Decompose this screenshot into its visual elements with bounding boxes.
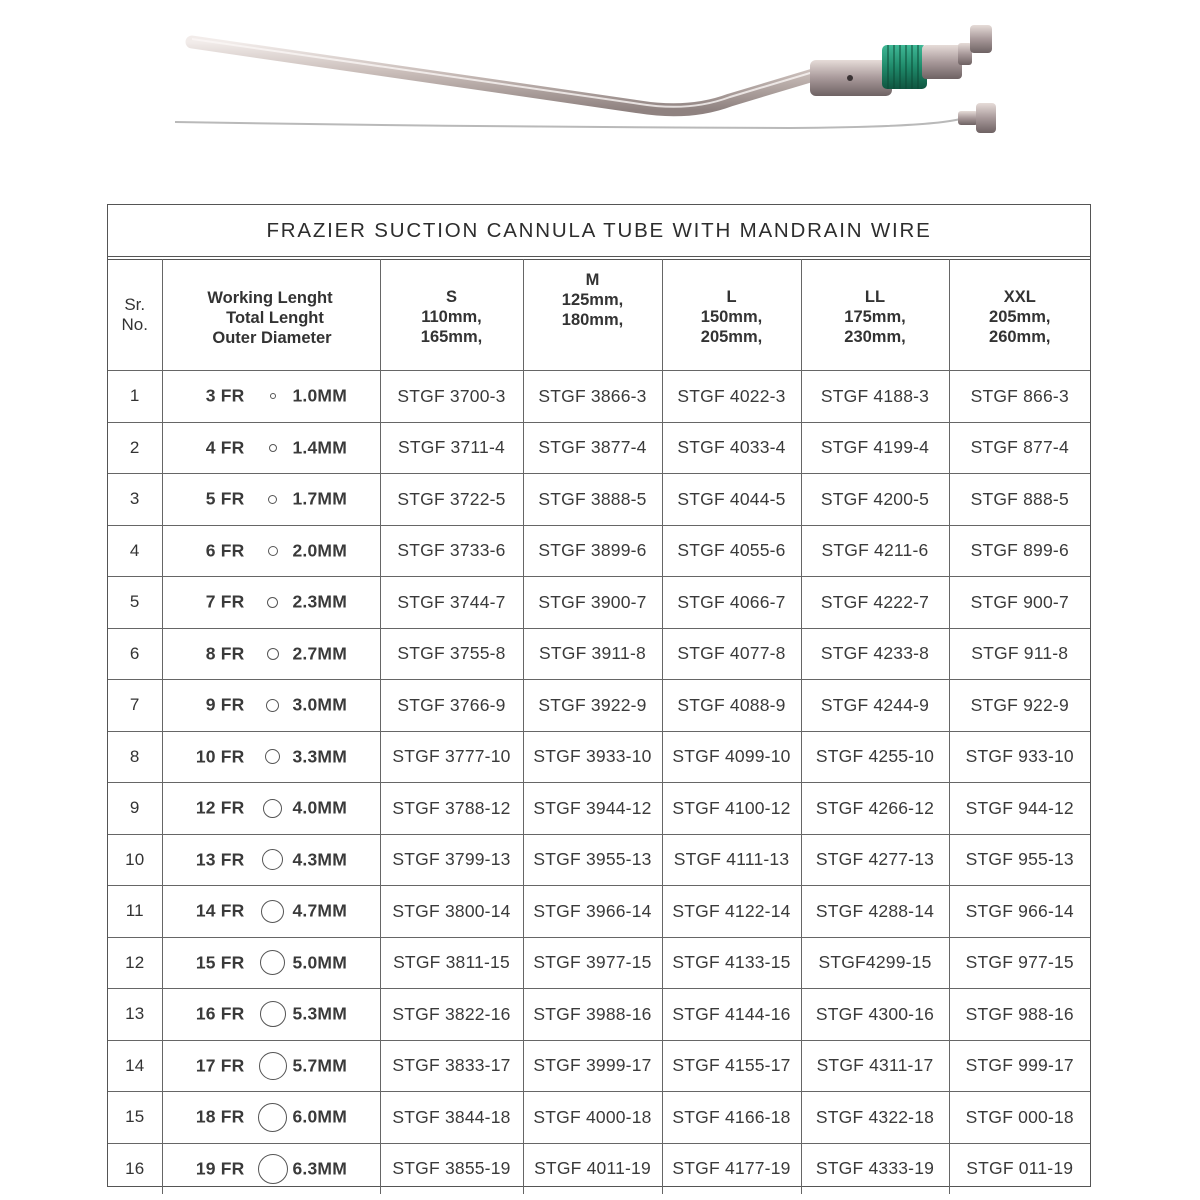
table-row: [108, 422, 1090, 474]
sr-no-cell: 6: [108, 628, 162, 680]
catalog-code-cell: STGF 3955-13: [523, 834, 662, 886]
table-row: [108, 525, 1090, 577]
french-size: 8 FR: [205, 643, 245, 664]
catalog-code-cell: STGF 944-12: [949, 783, 1090, 835]
outer-diameter-mm: 2.3MM: [292, 591, 347, 612]
size-cell: [162, 577, 380, 629]
catalog-code-cell: STGF 4177-19: [662, 1143, 801, 1194]
catalog-code-cell: STGF 3977-15: [523, 937, 662, 989]
catalog-code-cell: STGF 3877-4: [523, 422, 662, 474]
catalog-code-cell: STGF 3933-10: [523, 731, 662, 783]
catalog-code-cell: STGF 4199-4: [801, 422, 949, 474]
catalog-code-cell: STGF 3999-17: [523, 1040, 662, 1092]
circle-icon: [266, 699, 279, 712]
catalog-code-cell: STGF 4055-6: [662, 525, 801, 577]
mandrain-wire: [175, 103, 996, 133]
outer-diameter-mm: 2.7MM: [292, 643, 347, 664]
product-table: [108, 259, 1090, 1194]
header-col-total: 205mm,: [700, 327, 763, 346]
french-size: 12 FR: [195, 797, 245, 818]
catalog-code-cell: STGF 3900-7: [523, 577, 662, 629]
sr-no-cell: 5: [108, 577, 162, 629]
catalog-table: [107, 204, 1091, 1187]
catalog-code-cell: STGF 3888-5: [523, 474, 662, 526]
table-title: FRAZIER SUCTION CANNULA TUBE WITH MANDRAIN WIRE: [108, 205, 1090, 257]
size-cell: [162, 525, 380, 577]
size-cell: [162, 474, 380, 526]
header-col-label: LL: [864, 287, 886, 306]
catalog-code-cell: STGF 4244-9: [801, 680, 949, 732]
outer-diameter-mm: 4.3MM: [292, 849, 347, 870]
catalog-code-cell: STGF 3822-16: [380, 989, 523, 1041]
catalog-code-cell: STGF 899-6: [949, 525, 1090, 577]
header-total-length: Total Lenght: [226, 309, 324, 327]
catalog-code-cell: STGF 3866-3: [523, 371, 662, 423]
header-outer-diameter: Outer Diameter: [212, 329, 332, 347]
diameter-circle-icon: [251, 423, 295, 474]
diameter-circle-icon: [251, 1041, 295, 1092]
table-row: [108, 1092, 1090, 1144]
circle-icon: [262, 849, 283, 870]
catalog-code-cell: STGF 977-15: [949, 937, 1090, 989]
size-cell: [162, 422, 380, 474]
table-row: [108, 628, 1090, 680]
circle-icon: [259, 1052, 287, 1080]
header-col-label: M: [585, 271, 600, 289]
size-cell: [162, 989, 380, 1041]
size-cell: [162, 834, 380, 886]
catalog-code-cell: STGF 3711-4: [380, 422, 523, 474]
diameter-circle-icon: [251, 474, 295, 525]
header-srno: [108, 260, 162, 371]
catalog-code-cell: STGF 4166-18: [662, 1092, 801, 1144]
table-row: [108, 371, 1090, 423]
french-size: 15 FR: [195, 952, 245, 973]
header-col-label: L: [726, 287, 737, 306]
catalog-code-cell: STGF 4322-18: [801, 1092, 949, 1144]
catalog-code-cell: STGF 4011-19: [523, 1143, 662, 1194]
header-col-xxl: [949, 260, 1090, 371]
cannula-handle: [810, 25, 992, 96]
outer-diameter-mm: 3.3MM: [292, 746, 347, 767]
catalog-code-cell: STGF 866-3: [949, 371, 1090, 423]
outer-diameter-mm: 5.7MM: [292, 1055, 347, 1076]
catalog-code-cell: STGF 3911-8: [523, 628, 662, 680]
size-cell: [162, 1092, 380, 1144]
sr-no-cell: 4: [108, 525, 162, 577]
catalog-code-cell: STGF 4077-8: [662, 628, 801, 680]
circle-icon: [258, 1154, 288, 1184]
table-row: [108, 474, 1090, 526]
catalog-code-cell: STGF 888-5: [949, 474, 1090, 526]
catalog-code-cell: STGF 4188-3: [801, 371, 949, 423]
circle-icon: [269, 444, 277, 452]
outer-diameter-mm: 5.3MM: [292, 1003, 347, 1024]
diameter-circle-icon: [251, 629, 295, 680]
catalog-code-cell: STGF 3833-17: [380, 1040, 523, 1092]
diameter-circle-icon: [251, 526, 295, 577]
catalog-code-cell: STGF 3788-12: [380, 783, 523, 835]
outer-diameter-mm: 6.0MM: [292, 1106, 347, 1127]
sr-no-cell: 16: [108, 1143, 162, 1194]
diameter-circle-icon: [251, 1092, 295, 1143]
catalog-code-cell: STGF4299-15: [801, 937, 949, 989]
catalog-code-cell: STGF 4311-17: [801, 1040, 949, 1092]
table-row: [108, 937, 1090, 989]
diameter-circle-icon: [251, 783, 295, 834]
catalog-code-cell: STGF 988-16: [949, 989, 1090, 1041]
size-cell: [162, 1040, 380, 1092]
table-row: [108, 1040, 1090, 1092]
catalog-code-cell: STGF 999-17: [949, 1040, 1090, 1092]
outer-diameter-mm: 1.7MM: [292, 488, 347, 509]
sr-no-cell: 3: [108, 474, 162, 526]
header-working-length: Working Lenght: [207, 289, 333, 307]
french-size: 13 FR: [195, 849, 245, 870]
header-col-total: 165mm,: [420, 327, 483, 346]
outer-diameter-mm: 5.0MM: [292, 952, 347, 973]
table-row: [108, 1143, 1090, 1194]
diameter-circle-icon: [251, 577, 295, 628]
size-cell: [162, 1143, 380, 1194]
catalog-code-cell: STGF 3744-7: [380, 577, 523, 629]
french-size: 10 FR: [195, 746, 245, 767]
header-col-working: 205mm,: [989, 307, 1051, 326]
catalog-code-cell: STGF 3755-8: [380, 628, 523, 680]
header-col-total: 230mm,: [844, 327, 906, 346]
catalog-code-cell: STGF 4277-13: [801, 834, 949, 886]
french-size: 7 FR: [205, 591, 245, 612]
catalog-code-cell: STGF 3700-3: [380, 371, 523, 423]
catalog-code-cell: STGF 4300-16: [801, 989, 949, 1041]
size-cell: [162, 371, 380, 423]
diameter-circle-icon: [251, 371, 295, 422]
catalog-code-cell: STGF 4033-4: [662, 422, 801, 474]
catalog-code-cell: STGF 877-4: [949, 422, 1090, 474]
catalog-code-cell: STGF 3799-13: [380, 834, 523, 886]
catalog-code-cell: STGF 4222-7: [801, 577, 949, 629]
circle-icon: [267, 597, 278, 608]
catalog-code-cell: STGF 3899-6: [523, 525, 662, 577]
header-srno-line2: No.: [121, 315, 148, 334]
size-cell: [162, 886, 380, 938]
table-row: [108, 731, 1090, 783]
header-col-l: [662, 260, 801, 371]
catalog-code-cell: STGF 4000-18: [523, 1092, 662, 1144]
outer-diameter-mm: 1.4MM: [292, 437, 347, 458]
catalog-code-cell: STGF 922-9: [949, 680, 1090, 732]
table-row: [108, 886, 1090, 938]
catalog-code-cell: STGF 3855-19: [380, 1143, 523, 1194]
diameter-circle-icon: [251, 938, 295, 989]
circle-icon: [268, 546, 278, 556]
table-row: [108, 834, 1090, 886]
outer-diameter-mm: 4.7MM: [292, 900, 347, 921]
header-col-label: XXL: [1003, 287, 1036, 306]
circle-icon: [267, 648, 279, 660]
sr-no-cell: 12: [108, 937, 162, 989]
size-cell: [162, 680, 380, 732]
sr-no-cell: 14: [108, 1040, 162, 1092]
outer-diameter-mm: 3.0MM: [292, 694, 347, 715]
catalog-code-cell: STGF 3800-14: [380, 886, 523, 938]
catalog-code-cell: STGF 4255-10: [801, 731, 949, 783]
catalog-code-cell: STGF 4333-19: [801, 1143, 949, 1194]
catalog-code-cell: STGF 000-18: [949, 1092, 1090, 1144]
header-col-ll: [801, 260, 949, 371]
catalog-code-cell: STGF 4211-6: [801, 525, 949, 577]
circle-icon: [265, 749, 280, 764]
diameter-circle-icon: [251, 732, 295, 783]
catalog-code-cell: STGF 4044-5: [662, 474, 801, 526]
sr-no-cell: 10: [108, 834, 162, 886]
circle-icon: [260, 950, 285, 975]
catalog-code-cell: STGF 911-8: [949, 628, 1090, 680]
table-row: [108, 989, 1090, 1041]
catalog-code-cell: STGF 3777-10: [380, 731, 523, 783]
catalog-code-cell: STGF 933-10: [949, 731, 1090, 783]
catalog-code-cell: STGF 4200-5: [801, 474, 949, 526]
circle-icon: [261, 900, 284, 923]
header-size: [162, 260, 380, 371]
header-col-label: S: [445, 287, 457, 306]
catalog-code-cell: STGF 4144-16: [662, 989, 801, 1041]
catalog-code-cell: STGF 955-13: [949, 834, 1090, 886]
catalog-code-cell: STGF 4111-13: [662, 834, 801, 886]
sr-no-cell: 8: [108, 731, 162, 783]
circle-icon: [270, 393, 276, 399]
header-row: [108, 260, 1090, 371]
catalog-code-cell: STGF 4266-12: [801, 783, 949, 835]
catalog-code-cell: STGF 3944-12: [523, 783, 662, 835]
outer-diameter-mm: 6.3MM: [292, 1158, 347, 1179]
french-size: 6 FR: [205, 540, 245, 561]
header-srno-line1: Sr.: [124, 295, 146, 314]
catalog-code-cell: STGF 3966-14: [523, 886, 662, 938]
french-size: 4 FR: [205, 437, 245, 458]
catalog-code-cell: STGF 4133-15: [662, 937, 801, 989]
circle-icon: [260, 1001, 286, 1027]
outer-diameter-mm: 2.0MM: [292, 540, 347, 561]
catalog-code-cell: STGF 4233-8: [801, 628, 949, 680]
catalog-code-cell: STGF 4288-14: [801, 886, 949, 938]
sr-no-cell: 1: [108, 371, 162, 423]
header-col-m: [523, 260, 662, 371]
french-size: 9 FR: [205, 694, 245, 715]
catalog-code-cell: STGF 4088-9: [662, 680, 801, 732]
catalog-code-cell: STGF 4022-3: [662, 371, 801, 423]
french-size: 19 FR: [195, 1158, 245, 1179]
circle-icon: [268, 495, 277, 504]
catalog-code-cell: STGF 966-14: [949, 886, 1090, 938]
size-cell: [162, 783, 380, 835]
diameter-circle-icon: [251, 989, 295, 1040]
size-cell: [162, 731, 380, 783]
header-col-working: 125mm,: [561, 291, 624, 309]
header-col-total: 180mm,: [561, 311, 624, 329]
catalog-code-cell: STGF 3811-15: [380, 937, 523, 989]
diameter-circle-icon: [251, 886, 295, 937]
catalog-code-cell: STGF 3722-5: [380, 474, 523, 526]
header-col-working: 175mm,: [844, 307, 906, 326]
diameter-circle-icon: [251, 835, 295, 886]
sr-no-cell: 2: [108, 422, 162, 474]
table-row: [108, 680, 1090, 732]
sr-no-cell: 9: [108, 783, 162, 835]
diameter-circle-icon: [251, 680, 295, 731]
header-col-working: 110mm,: [421, 307, 482, 326]
sr-no-cell: 11: [108, 886, 162, 938]
header-col-total: 260mm,: [989, 327, 1051, 346]
catalog-code-cell: STGF 4122-14: [662, 886, 801, 938]
circle-icon: [258, 1103, 287, 1132]
table-row: [108, 577, 1090, 629]
catalog-code-cell: STGF 3766-9: [380, 680, 523, 732]
catalog-code-cell: STGF 3922-9: [523, 680, 662, 732]
catalog-code-cell: STGF 3988-16: [523, 989, 662, 1041]
catalog-code-cell: STGF 4099-10: [662, 731, 801, 783]
header-col-s: [380, 260, 523, 371]
table-body: [108, 371, 1090, 1195]
table-row: [108, 783, 1090, 835]
french-size: 3 FR: [205, 385, 245, 406]
catalog-code-cell: STGF 3733-6: [380, 525, 523, 577]
sr-no-cell: 7: [108, 680, 162, 732]
catalog-code-cell: STGF 4100-12: [662, 783, 801, 835]
catalog-code-cell: STGF 4155-17: [662, 1040, 801, 1092]
french-size: 18 FR: [195, 1106, 245, 1127]
outer-diameter-mm: 1.0MM: [292, 385, 347, 406]
sr-no-cell: 13: [108, 989, 162, 1041]
sr-no-cell: 15: [108, 1092, 162, 1144]
outer-diameter-mm: 4.0MM: [292, 797, 347, 818]
header-col-working: 150mm,: [700, 307, 763, 326]
size-cell: [162, 937, 380, 989]
product-image: [170, 15, 1010, 150]
cannula-tube: [192, 39, 820, 110]
catalog-code-cell: STGF 900-7: [949, 577, 1090, 629]
diameter-circle-icon: [251, 1144, 295, 1195]
french-size: 5 FR: [205, 488, 245, 509]
french-size: 16 FR: [195, 1003, 245, 1024]
catalog-code-cell: STGF 4066-7: [662, 577, 801, 629]
french-size: 17 FR: [195, 1055, 245, 1076]
french-size: 14 FR: [195, 900, 245, 921]
catalog-code-cell: STGF 011-19: [949, 1143, 1090, 1194]
size-cell: [162, 628, 380, 680]
circle-icon: [263, 799, 282, 818]
catalog-code-cell: STGF 3844-18: [380, 1092, 523, 1144]
